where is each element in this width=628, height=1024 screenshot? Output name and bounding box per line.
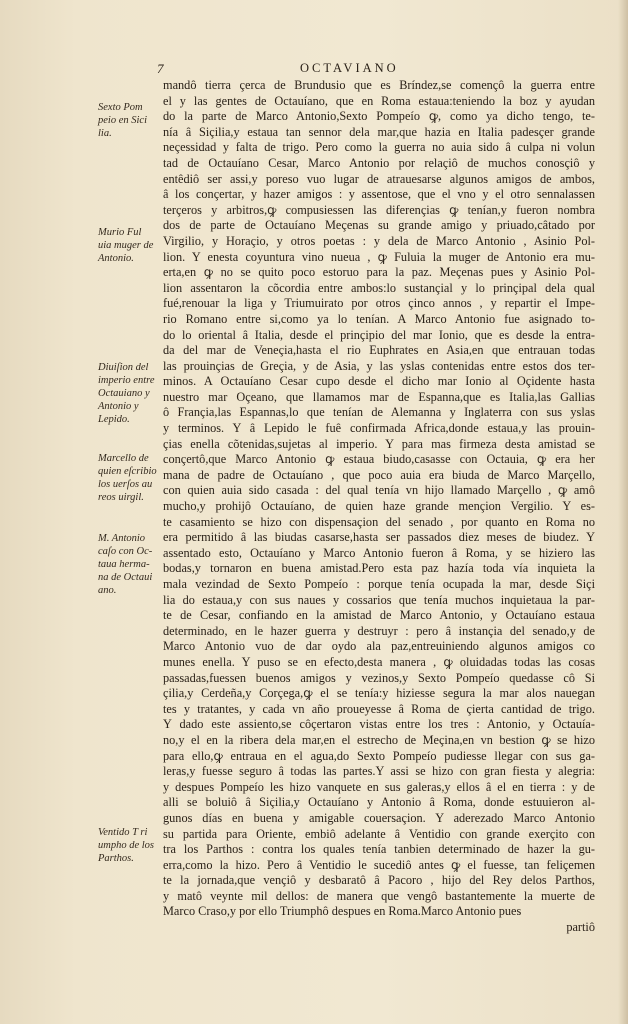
text-line: alli se boluiô â Siçilia,y Octauíano y Antonio â Roma, donde estuuieron al- bbox=[163, 795, 595, 810]
text-line: mana de padre de Octauíano , que poco auia era biuda de Marco Marçello, bbox=[163, 467, 595, 482]
marginal-note-line: Ventido T ri bbox=[98, 827, 148, 838]
running-head: OCTAVIANO bbox=[300, 61, 399, 75]
text-line: Virgilio, y Horaçio, y otros poetas : y dela de Marco Antonio , Asinio Pol- bbox=[163, 233, 595, 248]
text-line: Marco Antonio vuo de dar oydo ala paz,entreuiniendo algunos amigos co bbox=[163, 639, 595, 654]
text-line: lion assentaron la cõcordia entre ambos:lo sustançial y lo prinçipal dela qual bbox=[163, 280, 595, 295]
marginal-note-muger-de-antonio bbox=[98, 226, 160, 265]
marginal-note-ventidio bbox=[98, 826, 160, 865]
marginal-note-sexto-pompeio bbox=[98, 101, 160, 140]
marginal-note-line: ano. bbox=[98, 585, 117, 596]
marginal-note-line: reos uirgil. bbox=[98, 492, 144, 503]
text-line: determinado, en le hazer guerra y destruyr : pero â instançia del senado,y de bbox=[163, 623, 595, 638]
text-line: â los conçertar, y hazer amigos : y assentose, que el vno y el otro sennalassen bbox=[163, 187, 595, 202]
marginal-note-line: peio en Sici bbox=[98, 115, 147, 126]
text-line: terçeros y arbitros,ꝙ compusiessen las diferençias ꝙ tenían,y fueron nombra bbox=[163, 202, 595, 217]
text-line: y despues Pompeío les hizo vanquete en sus galeras,y ellos â el en tierra : y de bbox=[163, 779, 595, 794]
marginal-note-line: taua herma- bbox=[98, 559, 150, 570]
text-line: nía â Siçilia,y estaua tan sennor dela mar,que hazia en Italia padesçer grande bbox=[163, 124, 595, 139]
text-line: dos de parte de Octauíano Meçenas su grande amigo y priuado,câtado por bbox=[163, 218, 595, 233]
marginal-note-line: lia. bbox=[98, 128, 112, 139]
marginal-note-line: los uerſos au bbox=[98, 479, 153, 490]
text-line: Marco Craso,y por ello Triumphô despues en Roma.Marco Antonio pues bbox=[163, 904, 522, 919]
text-line: tra los Parthos : contra los quales tenía tanbien determinado de hazer la gu- bbox=[163, 842, 595, 857]
marginal-note-line: Parthos. bbox=[98, 853, 134, 864]
text-line: tad de Octauíano Cesar, Marco Antonio por relaçiô de muchos conosçiô y bbox=[163, 155, 595, 170]
marginal-note-line: Antonio y bbox=[98, 401, 139, 412]
text-line: neçessidad y falta de trigo. Pero como la guerra no auia sido â culpa ni volun bbox=[163, 140, 595, 155]
page-edge-shadow bbox=[618, 0, 628, 1024]
text-line: passadas,fuessen buenos amigos y vezinos,y Sexto Pompeío quedasse cô Si bbox=[163, 670, 595, 685]
text-line: las prouinçias de Greçia, y de Asia, y las yslas contenidas entre estos dos ter- bbox=[163, 358, 595, 373]
marginal-note-line: M. Antonio bbox=[98, 533, 146, 544]
text-line: bodas,y tornaron en buena amistad.Pero esta paz hazía toda vía inquieta la bbox=[163, 561, 595, 576]
text-line: do lo oriental â Italia, desde el prinçipio del mar Ionio, que es desde la entra- bbox=[163, 327, 595, 342]
text-line: era permitido â las biudas casarse,hasta ser passados diez meses de biudez. Y bbox=[163, 530, 595, 545]
marginal-note-line: Marcello de bbox=[98, 453, 149, 464]
text-line: munes enella. Y puso se en efecto,desta manera , ꝙ oluidadas todas las cosas bbox=[163, 654, 595, 669]
marginal-note-line: Antonio. bbox=[98, 253, 134, 264]
text-line: entêdiô ser assi,y poreso vuo lugar de atrauesarse algunos amigos de ambos, bbox=[163, 171, 595, 186]
text-line: mala vezindad de Sexto Pompeío : porque tenía ocupada la mar, desde Siçi bbox=[163, 577, 595, 591]
text-line: te la jornada,que vençiô y desbaratô â Pacoro , hijo del Rey delos Parthos, bbox=[163, 873, 595, 888]
text-line: el y las gentes de Octauíano, que en Roma estaua:teniendo la boz y ayudan bbox=[163, 93, 595, 108]
text-line: do la parte de Marco Antonio,Sexto Pompeío ꝙ, como ya dicho tengo, te- bbox=[163, 109, 595, 124]
text-line: leras,y fuesse seguro â todas las partes.Y assi se hizo con gran fiesta y alegria: bbox=[163, 764, 595, 779]
text-line: su partida para Oriente, embiô adelante â Ventidio con grande exerçito con bbox=[163, 826, 595, 841]
text-line: mucho,y prohijô Octauíano, de quien haze grande mençion Vergilio. Y es- bbox=[163, 499, 595, 514]
text-line: te casamiento se hizo con dispensaçion del senado , por quanto en Roma no bbox=[163, 514, 595, 529]
text-line: lion. Y enesta coyuntura vino nueua , ꝙ Fuluia la muger de Antonio era mu- bbox=[163, 249, 595, 264]
text-line: rio Romano entre si,como ya lo tenían. A Marco Antonio fue asignado to- bbox=[163, 311, 595, 326]
marginal-note-line: uia muger de bbox=[98, 240, 154, 251]
text-line: con quien auia sido casada : del qual tenía vn hijo llamado Marçello , ꝙ amô bbox=[163, 483, 595, 498]
text-line: y matô veynte mil dellos: de manera que vengô bastantemente la muerte de bbox=[163, 888, 595, 903]
text-line: te de Cesar, confiando en la amistad de Marco Antonio, y Octauíano estaua bbox=[163, 608, 595, 623]
text-line: y terminos. Y â Lepido le fuê confirmada Africa,donde estaua,y las prouin- bbox=[163, 421, 595, 436]
marginal-note-line: quien eſcribio bbox=[98, 466, 157, 477]
marginal-note-line: caſo con Oc- bbox=[98, 546, 153, 557]
text-line: minos. A Octauíano Cesar cupo desde el dicho mar Ionio al Oçidente hasta bbox=[163, 374, 595, 389]
text-line: gunos días en buena y amigable couersaçion. Y aderezado Marco Antonio bbox=[163, 810, 595, 825]
text-line: erta,en ꝙ no se quito poco estoruo para la paz. Meçenas pues y Asinio Pol- bbox=[163, 265, 595, 280]
marginal-note-antonio-casado bbox=[98, 532, 160, 597]
marginal-note-line: Sexto Pom bbox=[98, 102, 143, 113]
text-line: assentado esto, Octauíano y Marco Antonio fueron â Roma, y se hiziero las bbox=[163, 545, 595, 560]
text-line: tes y tratantes, y cada vn año proueyesse â Roma de çierta cantidad de trigo. bbox=[163, 701, 595, 716]
text-line: lia do estaua,y con sus naues y cossarios que tenía muchos inquietaua la par- bbox=[163, 592, 595, 607]
text-line: çilia,y Cerdeña,y Corçega,ꝙ el se tenía:y hiziesse segura la mar alos nauegan bbox=[163, 686, 595, 701]
marginal-note-line: umpho de los bbox=[98, 840, 154, 851]
marginal-note-marcello bbox=[98, 452, 160, 504]
marginal-note-line: Octauiano y bbox=[98, 388, 150, 399]
text-line: Y dado este assiento,se côçertaron vistas entre los tres : Antonio, y Octauía- bbox=[163, 717, 595, 732]
marginal-note-line: Murio Ful bbox=[98, 227, 142, 238]
folio-number: 7 bbox=[157, 61, 164, 76]
catchword: partiô bbox=[566, 920, 595, 935]
marginal-note-line: imperio entre bbox=[98, 375, 155, 386]
marginal-note-line: Lepido. bbox=[98, 414, 130, 425]
text-line: erra,como la hizo. Pero â Ventidio le sucediô antes ꝙ el fuesse, tan feliçemen bbox=[163, 857, 595, 872]
text-line: mandô tierra çerca de Brundusio que es Bríndez,se començô la guerra entre bbox=[163, 78, 595, 92]
text-line: nuestro mar Oçeano, que llamamos mar de Espanna,que es Italia,las Gallias bbox=[163, 389, 595, 404]
marginal-note-diuision-imperio bbox=[98, 361, 160, 426]
marginal-note-line: Diuiſion del bbox=[98, 362, 149, 373]
text-line: fué,renouar la liga y Triumuirato por otros çinco annos , y repartir el Impe- bbox=[163, 296, 595, 311]
marginal-note-line: na de Octaui bbox=[98, 572, 153, 583]
text-line: conçertô,que Marco Antonio ꝙ estaua biudo,casasse con Octauia, ꝙ era her bbox=[163, 452, 595, 467]
text-line: çias enella cõtenidas,sujetas al imperio. Y para mas firmeza desta amistad se bbox=[163, 436, 595, 451]
text-line: da del mar de Veneçia,hasta el rio Euphrates en Asia,en que entrauan todas bbox=[163, 343, 595, 358]
text-line: no,y el en la ribera dela mar,en el estrecho de Meçina,en vn bestion ꝙ se hizo bbox=[163, 732, 595, 747]
text-line: para ello,ꝙ entraua en el agua,do Sexto Pompeío pudiesse llegar con sus ga- bbox=[163, 748, 595, 763]
text-line: ô Françia,las Espannas,lo que tenían de Alemanna y Inglaterra con sus yslas bbox=[163, 405, 595, 420]
main-text-block bbox=[163, 78, 595, 936]
